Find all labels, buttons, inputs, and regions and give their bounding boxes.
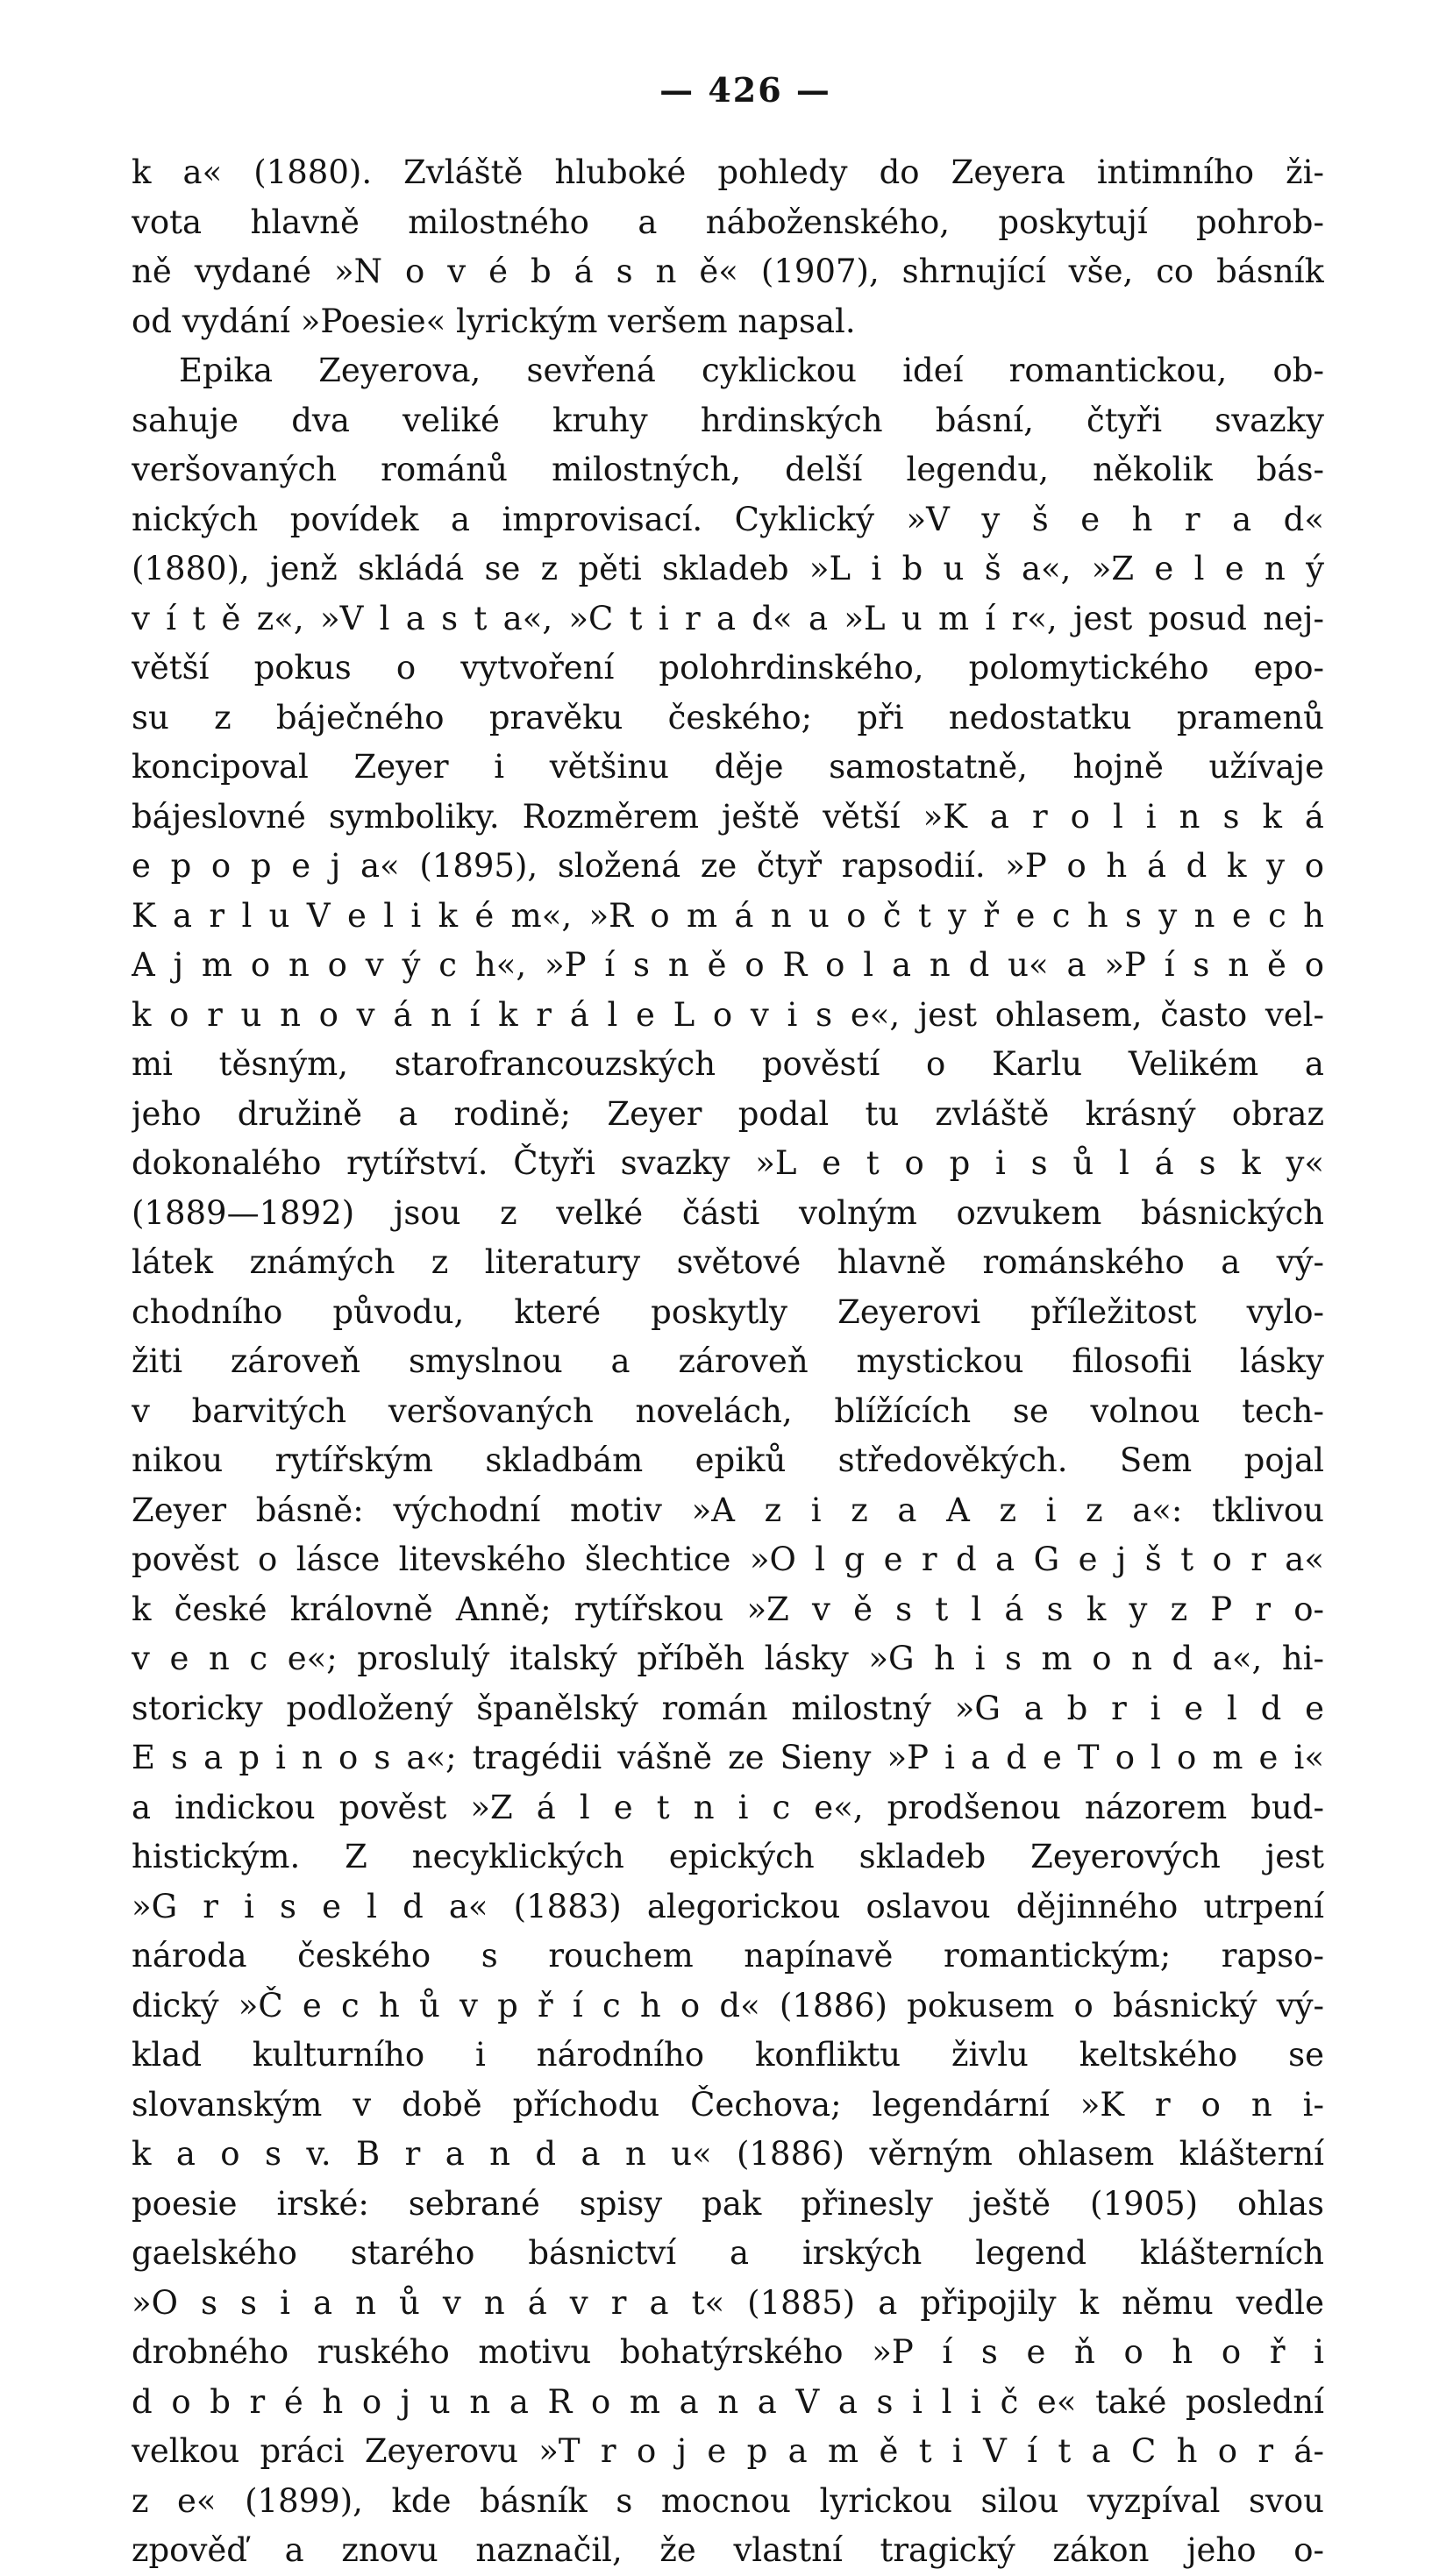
text-line: dokonalého rytířství. Čtyři svazky »L e t o p i s ů l á s k y«: [132, 1144, 1324, 1182]
text-line: žiti zároveň smyslnou a zároveň mystickou filosofii lásky: [132, 1342, 1324, 1380]
text-line: a indickou pověst »Z á l e t n i c e«, prodšenou názorem bud-: [132, 1788, 1324, 1826]
text-line: »G r i s e l d a« (1883) alegorickou oslavou dějinného utrpení: [132, 1887, 1324, 1925]
text-line: ně vydané »N o v é b á s n ě« (1907), shrnující vše, co básník: [132, 253, 1324, 290]
text-line: drobného ruského motivu bohatýrského »P í s e ň o h o ř i: [132, 2333, 1324, 2371]
text-line: k a o s v. B r a n d a n u« (1886) věrným ohlasem klášterní: [132, 2135, 1324, 2173]
page: [132, 70, 1324, 2576]
text-line: koncipoval Zeyer i většinu děje samostatně, hojně užívaje: [132, 748, 1324, 786]
text-line: K a r l u V e l i k é m«, »R o m á n u o č t y ř e c h s y n e c h: [132, 896, 1324, 935]
text-line: v barvitých veršovaných novelách, blížících se volnou tech-: [132, 1391, 1324, 1430]
text-line: v e n c e«; proslulý italský příběh lásky »G h i s m o n d a«, hi-: [132, 1640, 1324, 1677]
text-line: k o r u n o v á n í k r á l e L o v i s e«, jest ohlasem, často vel-: [132, 995, 1324, 1034]
text-line: klad kulturního i národního konfliktu živlu keltského se: [132, 2036, 1324, 2074]
text-line: d o b r é h o j u n a R o m a n a V a s i l i č e« také poslední: [132, 2382, 1324, 2421]
paragraph-2: [132, 346, 1324, 2576]
text-line: dický »Č e c h ů v p ř í c h o d« (1886) pokusem o básnický vý-: [132, 1986, 1324, 2025]
text-line: Epika Zeyerova, sevřená cyklickou ideí romantickou, ob-: [179, 352, 1324, 389]
text-line: zpověď a znovu naznačil, že vlastní tragický zákon jeho o-: [132, 2531, 1324, 2569]
text-line: sahuje dva veliké kruhy hrdinských básní, čtyři svazky: [132, 401, 1324, 439]
text-line: jeho družině a rodině; Zeyer podal tu zvláště krásný obraz: [132, 1094, 1324, 1133]
text-line: veršovaných románů milostných, delší legendu, několik bás-: [132, 451, 1324, 488]
text-line: z e« (1899), kde básník s mocnou lyrickou silou vyzpíval svou: [132, 2481, 1324, 2520]
text-line: gaelského starého básnictví a irských legend klášterních: [132, 2234, 1324, 2272]
text-line: Zeyer básně: východní motiv »A z i z a A z i z a«: tklivou: [132, 1491, 1324, 1529]
text-line: (1880), jenž skládá se z pěti skladeb »L i b u š a«, »Z e l e n ý: [132, 550, 1324, 587]
text-line: E s a p i n o s a«; tragédii vášně ze Sieny »P i a d e T o l o m e i«: [132, 1739, 1324, 1776]
text-line: A j m o n o v ý c h«, »P í s n ě o R o l a n d u« a »P í s n ě o: [132, 946, 1324, 984]
text-line: látek známých z literatury světové hlavně románského a vý-: [132, 1243, 1324, 1281]
text-line: k a« (1880). Zvláště hluboké pohledy do Zeyera intimního ži-: [132, 153, 1324, 191]
text-line: od vydání »Poesie« lyrickým veršem napsal.: [132, 302, 856, 340]
text-line: poesie irské: sebrané spisy pak přinesly ještě (1905) ohlas: [132, 2184, 1324, 2223]
text-line: velkou práci Zeyerovu »T r o j e p a m ě t i V í t a C h o r á-: [132, 2432, 1324, 2470]
text-line: histickým. Z necyklických epických skladeb Zeyerových jest: [132, 1838, 1324, 1875]
text-line: chodního původu, které poskytly Zeyerovi příležitost vylo-: [132, 1292, 1324, 1331]
text-line: k české královně Anně; rytířskou »Z v ě s t l á s k y z P r o-: [132, 1590, 1324, 1628]
text-line: e p o p e j a« (1895), složená ze čtyř rapsodií. »P o h á d k y o: [132, 847, 1324, 885]
text-line: bájeslovné symboliky. Rozměrem ještě větší »K a r o l i n s k á: [132, 797, 1324, 836]
text-line: vota hlavně milostného a náboženského, poskytují pohrob-: [132, 203, 1324, 241]
text-line: (1889—1892) jsou z velké části volným ozvukem básnických: [132, 1193, 1324, 1232]
text-line: pověst o lásce litevského šlechtice »O l g e r d a G e j š t o r a«: [132, 1541, 1324, 1578]
text-line: nikou rytířským skladbám epiků středověkých. Sem pojal: [132, 1441, 1324, 1479]
paragraph-1: [132, 148, 1324, 346]
text-line: v í t ě z«, »V l a s t a«, »C t i r a d« a »L u m í r«, jest posud nej-: [132, 599, 1324, 637]
text-line: národa českého s rouchem napínavě romantickým; rapso-: [132, 1937, 1324, 1975]
text-line: slovanským v době příchodu Čechova; legendární »K r o n i-: [132, 2085, 1324, 2124]
text-line: »O s s i a n ů v n á v r a t« (1885) a připojily k němu vedle: [132, 2283, 1324, 2322]
text-line: mi těsným, starofrancouzských pověstí o Karlu Velikém a: [132, 1045, 1324, 1083]
page-number: — 426 —: [659, 70, 831, 110]
text-line: su z báječného pravěku českého; při nedostatku pramenů: [132, 698, 1324, 737]
text-line: storicky podložený španělský román milostný »G a b r i e l d e: [132, 1689, 1324, 1727]
text-line: nických povídek a improvisací. Cyklický »V y š e h r a d«: [132, 500, 1324, 538]
text-line: větší pokus o vytvoření polohrdinského, polomytického epo-: [132, 649, 1324, 687]
